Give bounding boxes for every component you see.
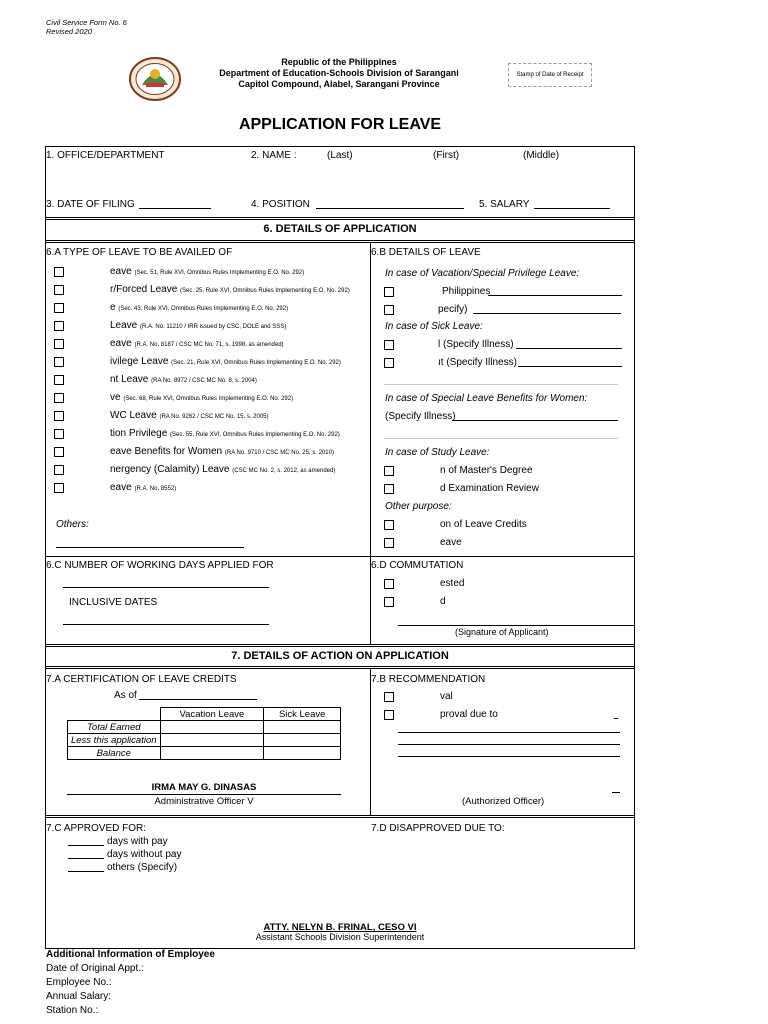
- leave-type-label: Leave: [110, 320, 138, 331]
- authorized-officer-caption: (Authorized Officer): [462, 796, 545, 807]
- signatory-name: ATTY. NELYN B. FRINAL, CESO VI: [263, 922, 417, 933]
- within-philippines-field[interactable]: [488, 295, 622, 296]
- leave-type-item: [110, 302, 288, 313]
- abroad-checkbox[interactable]: [384, 305, 394, 315]
- leave-type-label: eave Benefits for Women: [110, 446, 223, 457]
- terminal-leave-label: eave: [440, 537, 462, 548]
- vacation-total-earned-cell[interactable]: [160, 721, 264, 734]
- leave-type-item: [110, 356, 341, 367]
- last-name-label: (Last): [327, 150, 353, 161]
- working-days-field[interactable]: [63, 587, 269, 588]
- inclusive-dates-label: INCLUSIVE DATES: [69, 597, 158, 608]
- leave-type-checkbox[interactable]: [54, 339, 64, 349]
- leave-type-item: [110, 410, 269, 421]
- salary-field[interactable]: [534, 208, 610, 209]
- commutation-not-requested-checkbox[interactable]: [384, 597, 394, 607]
- for-approval-label: val: [440, 691, 453, 702]
- as-of-field[interactable]: [139, 699, 257, 700]
- additional-info-heading: Additional Information of Employee: [46, 949, 215, 960]
- section-7d-heading: 7.D DISAPPROVED DUE TO:: [371, 823, 505, 834]
- leave-type-checkbox[interactable]: [54, 267, 64, 277]
- leave-type-label: r/Forced Leave: [110, 284, 178, 295]
- applicant-signature-line[interactable]: [398, 625, 634, 626]
- leave-type-legal-basis: (R.A. No. 8552): [134, 486, 177, 492]
- section-6d-heading: 6.D COMMUTATION: [371, 560, 464, 571]
- leave-type-label: WC Leave: [110, 410, 157, 421]
- inclusive-dates-field[interactable]: [63, 624, 269, 625]
- leave-type-checkbox[interactable]: [54, 285, 64, 295]
- col-vacation-leave: Vacation Leave: [160, 708, 264, 721]
- row-balance: Balance: [68, 747, 161, 760]
- agency-header: Republic of the Philippines Department of Education-Schools Division of Sarangani Capitol Compound, Alabel, Sarangani Province: [219, 57, 459, 89]
- leave-type-item: [110, 446, 334, 457]
- station-no-label: Station No.:: [46, 1005, 99, 1016]
- within-philippines-label: Philippines: [442, 286, 491, 297]
- row-less-this-application: Less this application: [68, 734, 161, 747]
- section-7-heading: 7. DETAILS OF ACTION ON APPLICATION: [231, 650, 449, 662]
- leave-type-legal-basis: (Sec. 25, Rule XVI, Omnibus Rules Implementing E.O. No. 292): [180, 288, 350, 294]
- section-6c-heading: 6.C NUMBER OF WORKING DAYS APPLIED FOR: [46, 560, 274, 571]
- leave-type-legal-basis: (RA No. 8972 / CSC MC No. 8, s. 2004): [151, 378, 257, 384]
- days-without-pay-label: days without pay: [107, 849, 182, 860]
- office-label: 1. OFFICE/DEPARTMENT: [46, 150, 165, 161]
- deped-seal: [128, 56, 182, 102]
- disapproval-reason-line-3[interactable]: [398, 756, 620, 757]
- others-label: Others:: [56, 519, 89, 530]
- position-field[interactable]: [316, 208, 464, 209]
- leave-type-label: nergency (Calamity) Leave: [110, 464, 230, 475]
- monetization-checkbox[interactable]: [384, 520, 394, 530]
- for-disapproval-label: proval due to: [440, 709, 498, 720]
- section-7a-heading: 7.A CERTIFICATION OF LEAVE CREDITS: [46, 674, 237, 685]
- commutation-not-requested-label: d: [440, 596, 446, 607]
- leave-type-item: [110, 374, 257, 385]
- in-hospital-checkbox[interactable]: [384, 340, 394, 350]
- sick-balance-cell[interactable]: [264, 747, 341, 760]
- in-hospital-label: l (Specify Illness): [438, 339, 514, 350]
- leave-type-checkbox[interactable]: [54, 321, 64, 331]
- sick-total-earned-cell[interactable]: [264, 721, 341, 734]
- as-of-label: As of: [114, 690, 137, 701]
- vacation-caption: In case of Vacation/Special Privilege Leave:: [385, 268, 580, 279]
- leave-type-legal-basis: (RA No. 9710 / CSC MC No. 25, s. 2010): [224, 450, 334, 456]
- leave-type-item: [110, 392, 293, 403]
- within-philippines-checkbox[interactable]: [384, 287, 394, 297]
- out-patient-field[interactable]: [518, 366, 622, 367]
- in-hospital-field[interactable]: [516, 348, 622, 349]
- leave-type-checkbox[interactable]: [54, 375, 64, 385]
- leave-type-label: e: [110, 302, 116, 313]
- leave-type-item: [110, 482, 176, 493]
- section-6a-heading: 6.A TYPE OF LEAVE TO BE AVAILED OF: [46, 247, 233, 258]
- applicant-signature-caption: (Signature of Applicant): [455, 627, 549, 637]
- leave-type-label: eave: [110, 482, 132, 493]
- certifying-officer-name: IRMA MAY G. DINASAS: [151, 782, 257, 793]
- masters-degree-checkbox[interactable]: [384, 466, 394, 476]
- name-label: 2. NAME :: [251, 150, 297, 161]
- date-of-filing-label: 3. DATE OF FILING: [46, 199, 135, 210]
- leave-type-legal-basis: (Sec. 68, Rule XVI, Omnibus Rules Implementing E.O. No. 292): [123, 396, 294, 402]
- terminal-leave-checkbox[interactable]: [384, 538, 394, 548]
- bar-review-checkbox[interactable]: [384, 484, 394, 494]
- study-caption: In case of Study Leave:: [385, 447, 490, 458]
- form-title: APPLICATION FOR LEAVE: [238, 116, 442, 133]
- leave-type-checkbox[interactable]: [54, 303, 64, 313]
- abroad-field[interactable]: [473, 313, 621, 314]
- days-without-pay-field[interactable]: [68, 858, 104, 859]
- certifying-officer-title: Administrative Officer V: [154, 796, 254, 807]
- first-name-label: (First): [433, 150, 460, 161]
- section-7c-heading: 7.C APPROVED FOR:: [46, 823, 147, 834]
- for-disapproval-checkbox[interactable]: [384, 710, 394, 720]
- leave-type-legal-basis: (Sec. 21, Rule XVI, Omnibus Rules Implementing E.O. No. 292): [171, 360, 341, 366]
- monetization-label: on of Leave Credits: [440, 519, 527, 530]
- others-specify-field[interactable]: [68, 871, 104, 872]
- leave-type-legal-basis: (CSC MC No. 2, s. 2012, as amended): [232, 468, 336, 474]
- women-illness-label: (Specify Illness): [385, 411, 456, 422]
- leave-type-checkbox[interactable]: [54, 357, 64, 367]
- out-patient-checkbox[interactable]: [384, 358, 394, 368]
- leave-type-checkbox[interactable]: [54, 483, 64, 493]
- leave-type-legal-basis: (Sec. 55, Rule XVI, Omnibus Rules Implementing E.O. No. 292): [170, 432, 340, 438]
- leave-credits-table: [67, 707, 341, 760]
- middle-name-label: (Middle): [523, 150, 560, 161]
- disapproval-reason-line-2[interactable]: [398, 744, 620, 745]
- masters-degree-label: n of Master's Degree: [440, 465, 533, 476]
- commutation-requested-label: ested: [440, 578, 465, 589]
- section-7b-heading: 7.B RECOMMENDATION: [371, 674, 486, 685]
- days-with-pay-field[interactable]: [68, 845, 104, 846]
- position-label: 4. POSITION: [251, 199, 310, 210]
- others-field[interactable]: [56, 547, 244, 548]
- section-6b-heading: 6.B DETAILS OF LEAVE: [371, 247, 481, 258]
- leave-type-legal-basis: (R.A. No. 11210 / IRR issued by CSC, DOLE and SSS): [140, 324, 287, 330]
- commutation-requested-checkbox[interactable]: [384, 579, 394, 589]
- row-total-earned: Total Earned: [68, 721, 161, 734]
- days-with-pay-label: days with pay: [107, 836, 168, 847]
- date-original-appt-label: Date of Original Appt.:: [46, 963, 144, 974]
- leave-type-item: [110, 464, 335, 475]
- leave-type-label: tion Privilege: [110, 428, 168, 439]
- women-illness-field[interactable]: [452, 420, 618, 421]
- leave-type-legal-basis: (Sec. 43, Rule XVI, Omnibus Rules Implementing E.O. No. 292): [118, 306, 289, 312]
- bar-review-label: d Examination Review: [440, 483, 539, 494]
- leave-type-checkbox[interactable]: [54, 465, 64, 475]
- leave-type-checkbox[interactable]: [54, 393, 64, 403]
- leave-type-item: [110, 266, 304, 277]
- leave-type-checkbox[interactable]: [54, 447, 64, 457]
- leave-type-legal-basis: (RA No. 9262 / CSC MC No. 15, s. 2005): [159, 414, 269, 420]
- leave-type-checkbox[interactable]: [54, 411, 64, 421]
- leave-type-item: [110, 338, 284, 349]
- abroad-label: pecify): [438, 304, 468, 315]
- annual-salary-label: Annual Salary:: [46, 991, 112, 1002]
- out-patient-label: ıt (Specify Illness): [438, 357, 517, 368]
- col-sick-leave: Sick Leave: [264, 708, 341, 721]
- sick-caption: In case of Sick Leave:: [385, 321, 483, 332]
- form-number: Civil Service Form No. 6 Revised 2020: [46, 18, 127, 36]
- date-of-filing-field[interactable]: [139, 208, 211, 209]
- other-purpose-caption: Other purpose:: [385, 501, 452, 512]
- leave-type-checkbox[interactable]: [54, 429, 64, 439]
- leave-type-label: ve: [110, 392, 121, 403]
- leave-type-item: [110, 320, 286, 331]
- disapproval-reason-line-1[interactable]: [398, 732, 620, 733]
- leave-type-item: [110, 284, 350, 295]
- employee-no-label: Employee No.:: [46, 977, 112, 988]
- leave-type-legal-basis: (R.A. No. 8187 / CSC MC No. 71, s. 1998, as amended): [134, 342, 284, 348]
- sick-less-cell[interactable]: [264, 734, 341, 747]
- stamp-box: Stamp of Date of Receipt: [508, 63, 592, 87]
- leave-type-label: eave: [110, 266, 132, 277]
- for-approval-checkbox[interactable]: [384, 692, 394, 702]
- section-6-heading: 6. DETAILS OF APPLICATION: [263, 223, 417, 235]
- leave-type-legal-basis: (Sec. 51, Rule XVI, Omnibus Rules Implementing E.O. No. 292): [134, 270, 305, 276]
- leave-type-label: eave: [110, 338, 132, 349]
- leave-type-label: nt Leave: [110, 374, 149, 385]
- leave-type-label: ivilege Leave: [110, 356, 169, 367]
- leave-type-item: [110, 428, 340, 439]
- signatory-title: Assistant Schools Division Superintendent: [255, 932, 425, 942]
- vacation-balance-cell[interactable]: [160, 747, 264, 760]
- salary-label: 5. SALARY: [479, 199, 530, 210]
- women-caption: In case of Special Leave Benefits for Women:: [385, 393, 588, 404]
- vacation-less-cell[interactable]: [160, 734, 264, 747]
- others-specify-label: others (Specify): [107, 862, 178, 873]
